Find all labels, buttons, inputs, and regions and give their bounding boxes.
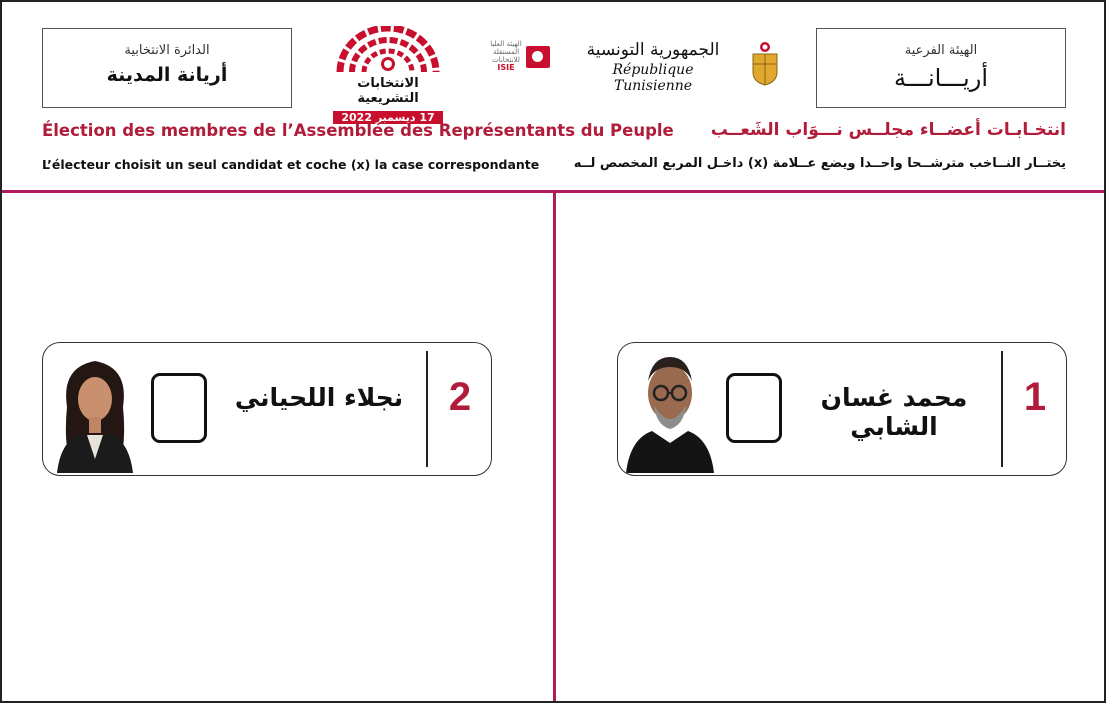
column-divider [553,193,556,701]
ballot-headline [42,120,1066,144]
vote-checkbox-2[interactable] [151,373,207,443]
isie-logo [490,40,556,88]
instruction-arabic: يختــار النــاخب مترشــحا واحــدا ويضع عــلامة (x) داخـل المربع المخصص لــه [573,156,1066,171]
republic-arabic: الجمهورية التونسية [586,40,720,60]
republic-french: République Tunisienne [612,62,694,94]
male-candidate-portrait [622,347,718,473]
regional-authority-box [816,28,1066,108]
candidate-card-1 [617,342,1067,476]
coat-of-arms-icon [750,40,780,86]
electoral-district-box [42,28,292,108]
candidate-number: 1 [1023,375,1047,419]
card-divider [426,351,428,467]
republic-logo [572,40,734,94]
candidate-number: 2 [448,375,472,419]
voting-instruction [42,156,1066,176]
headline-french: Élection des membres de l’Assemblée des Représentants du Peuple [42,121,674,140]
female-candidate-portrait [47,347,143,473]
regional-authority-label: الهيئة الفرعية [904,43,978,58]
instruction-french: L’électeur choisit un seul candidat et coche (x) la case correspondante [42,157,540,172]
vote-checkbox-1[interactable] [726,373,782,443]
regional-authority-name: أريـــانـــة [894,64,988,92]
parliament-arc-icon [336,26,440,74]
election-logo-title: الانتخابات التشريعية [357,76,419,106]
candidate-card-2 [42,342,492,476]
legislative-elections-logo [328,26,448,124]
headline-arabic: انتخـابـات أعضــاء مجلــس نـــوَاب الشَعــب [710,120,1066,140]
electoral-district-label: الدائرة الانتخابية [124,43,210,58]
election-logo-date: 17 ديسمبر 2022 [333,111,442,124]
electoral-district-name: أريانة المدينة [106,64,228,86]
isie-logo-text: الهيئة العليا المستقلة للانتخابات ISIE [490,40,522,72]
card-divider [1001,351,1003,467]
candidate-name: محمد غسان الشابي [820,383,968,441]
candidate-name: نجلاء اللحياني [234,383,404,412]
tunisia-flag-icon [526,46,550,68]
